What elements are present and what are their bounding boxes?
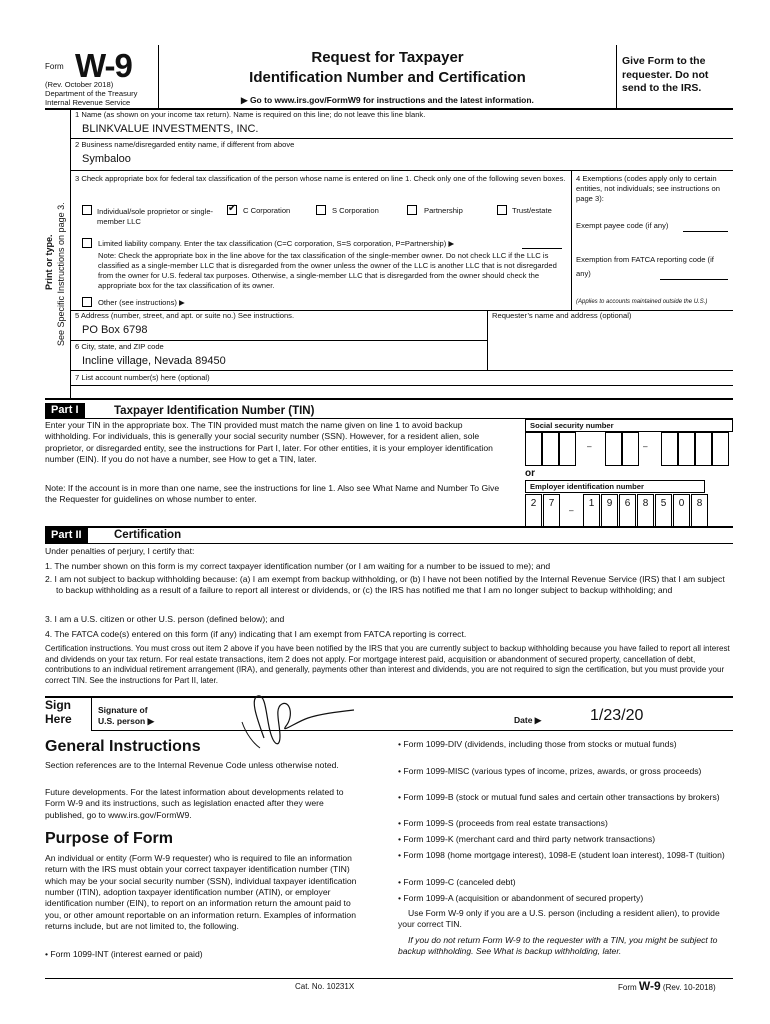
line6-city-field[interactable]: Incline village, Nevada 89450 [82,355,226,367]
revision: (Rev. October 2018) [45,80,114,89]
line2-label: 2 Business name/disregarded entity name, if different from above [75,140,295,149]
side-label-print: Print or type. [44,234,54,290]
divider [70,138,733,139]
footer-form-word: Form [618,983,637,992]
exempt-payee-label: Exempt payee code (if any) [576,221,669,230]
part1-title: Taxpayer Identification Number (TIN) [114,405,315,417]
give-form-note: Give Form to the requester. Do not send to the IRS. [622,55,709,95]
part2-tag: Part II [45,528,88,544]
goto-text: ▶ Go to www.irs.gov/FormW9 for instructions and the latest information. [241,95,534,105]
list-item: • Form 1099-S (proceeds from real estate transactions) [398,818,608,828]
ein-digit: 8 [637,494,654,528]
date-field[interactable]: 1/23/20 [590,707,644,724]
ein-digit: 2 [525,494,542,528]
title-line-2: Identification Number and Certification [249,68,526,86]
fatca-field[interactable] [660,279,728,280]
cert-item-4: 4. The FATCA code(s) entered on this form (if any) indicating that I am exempt from FATCA reporting is correct. [45,629,467,639]
ein-digit: 1 [583,494,600,528]
irs: Internal Revenue Service [45,98,131,108]
cert-item-3: 3. I am a U.S. citizen or other U.S. person (defined below); and [45,614,285,624]
s-corp-checkbox[interactable] [316,205,326,215]
date-label: Date ▶ [514,715,542,725]
divider [45,696,733,698]
department: Department of the Treasury [45,89,138,99]
form-word: Form [45,62,64,71]
part2-intro: Under penalties of perjury, I certify that: [45,546,195,556]
line2-business-field[interactable]: Symbaloo [82,153,131,165]
part1-body: Enter your TIN in the appropriate box. The TIN provided must match the name given on line 1 to avoid backup withholding. For individuals, this is generally your social security number (SSN). However, for a resident alien, sole proprietor, or disregarded entity, see the instructions for Part I, later. For other entities, it is your employer identification number (EIN). If you do not have a number, see How to get a TIN, later. [45,420,493,465]
part2-title: Certification [114,529,182,541]
divider [158,45,159,108]
or-label: or [525,468,535,479]
signature-mark[interactable] [236,686,366,756]
cert-item-1: 1. The number shown on this form is my correct taxpayer identification number (or I am waiting for a number to be issued to me); and [45,561,551,571]
ein-field[interactable]: 2 7 – 1 9 6 8 5 0 8 [525,494,715,528]
side-label-see: See Specific Instructions on page 3. [56,202,66,346]
title-line-1: Request for Taxpayer [311,49,464,66]
divider [70,170,733,171]
divider [571,170,572,310]
c-corp-checkbox[interactable] [227,205,237,215]
ssn-label: Social security number [525,419,733,432]
line1-label: 1 Name (as shown on your income tax return). Name is required on this line; do not leave this line blank. [75,110,426,119]
s-corp-label: S Corporation [332,206,379,215]
footer-w9: W-9 [638,979,661,993]
list-item: If you do not return Form W-9 to the requester with a TIN, you might be subject to backup withholding. See What is backup withholding, later. [398,935,718,957]
trust-label: Trust/estate [512,206,552,215]
line1-name-field[interactable]: BLINKVALUE INVESTMENTS, INC. [82,123,259,135]
divider [45,543,733,544]
ein-digit: 5 [655,494,672,528]
ein-digit: 8 [691,494,708,528]
divider [91,697,92,730]
cat-number: Cat. No. 10231X [295,982,355,991]
individual-checkbox[interactable] [82,205,92,215]
ein-label: Employer identification number [525,480,705,493]
c-corp-label: C Corporation [243,206,291,215]
ssn-field[interactable]: – – [525,432,733,466]
list-item: • Form 1099-C (canceled debt) [398,877,516,887]
divider [91,730,733,731]
part1-note: Note: If the account is in more than one name, see the instructions for line 1. Also see What Name and Number To Give the Requester for guidelines on whose number to enter. [45,483,500,505]
llc-label: Limited liability company. Enter the tax classification (C=C corporation, S=S corporation, P=Partnership) ▶ [98,239,455,248]
ein-digit: 9 [601,494,618,528]
list-item: • Form 1099-A (acquisition or abandonment of secured property) [398,893,644,903]
list-item: • Form 1099-DIV (dividends, including those from stocks or mutual funds) [398,739,677,749]
list-item: • Form 1099-MISC (various types of income, prizes, awards, or gross proceeds) [398,766,702,776]
line5-label: 5 Address (number, street, and apt. or suite no.) See instructions. [75,311,295,320]
list-item: Use Form W-9 only if you are a U.S. person (including a resident alien), to provide your correct TIN. [398,908,720,930]
divider [70,108,71,398]
divider [487,310,488,370]
purpose-heading: Purpose of Form [45,830,174,847]
list-item: • Form 1099-K (merchant card and third party network transactions) [398,834,656,844]
partnership-checkbox[interactable] [407,205,417,215]
signature-label: Signature of U.S. person ▶ [98,705,155,727]
footer-form-id [618,979,716,994]
sign-here: Sign Here [45,698,72,727]
other-label: Other (see instructions) ▶ [98,298,185,307]
divider [70,340,487,341]
fatca-applies: (Applies to accounts maintained outside the U.S.) [576,299,708,305]
revision-block [45,80,163,107]
general-p1: Section references are to the Internal Revenue Code unless otherwise noted. [45,760,339,770]
line4-label: 4 Exemptions (codes apply only to certain entities, not individuals; see instructions on page 3): [576,174,720,203]
form-title [160,48,615,87]
purpose-p4: • Form 1099-INT (interest earned or paid) [45,949,203,959]
divider [616,45,617,108]
cert-item-2: 2. I am not subject to backup withholding because: (a) I am exempt from backup withholding, or (b) I have not been notified by the Internal Revenue Service (IRS) that I am subject to backup withholding as a result of a failure to report all interest or dividends, or (c) the IRS has notified me that I am no longer subject to backup withholding; and [45,574,725,596]
requester-label: Requester’s name and address (optional) [492,311,632,320]
line7-label: 7 List account number(s) here (optional) [75,373,210,382]
llc-checkbox[interactable] [82,238,92,248]
exempt-payee-field[interactable] [683,231,728,232]
divider [45,398,733,400]
other-checkbox[interactable] [82,297,92,307]
partnership-label: Partnership [424,206,463,215]
llc-code-field[interactable] [522,248,562,249]
line3-label: 3 Check appropriate box for federal tax classification of the person whose name is entered on line 1. Check only one of the following seven boxes. [75,174,566,183]
form-number: W-9 [75,47,132,84]
list-item: • Form 1099-B (stock or mutual fund sales and certain other transactions by brokers) [398,792,720,802]
ein-digit: 6 [619,494,636,528]
line6-label: 6 City, state, and ZIP code [75,342,164,351]
fatca-label: Exemption from FATCA reporting code (if any) [576,255,714,279]
ein-digit: 7 [543,494,560,528]
llc-note: Note: Check the appropriate box in the line above for the tax classification of the single-member owner. Do not check LLC if the LLC is classified as a single-member LLC that is disregarded from the owner unless the owner of the LLC is another LLC that is not disregarded from the owner for U.S. federal tax purposes. Otherwise, a single-member LLC that is disregarded from the owner should check the appropriate box for the tax classification of its owner. [98,251,557,290]
cert-instructions: Certification instructions. You must cross out item 2 above if you have been notified by the IRS that you are currently subject to backup withholding because you have failed to report all interest and dividends on your tax return. For real estate transactions, item 2 does not apply. For mortgage interest paid, acquisition or abandonment of secured property, cancellation of debt, contributions to an individual retirement arrangement (IRA), and generally, payments other than interest and dividends, you are not required to sign the certification, but you must provide your correct TIN. See the instructions for Part II, later. [45,644,730,686]
general-p2: Future developments. For the latest information about developments related to Form W-9 and its instructions, such as legislation enacted after they were published, go to www.irs.gov/FormW9. [45,787,344,820]
footer-rev: (Rev. 10-2018) [662,983,716,992]
list-item: • Form 1098 (home mortgage interest), 1098-E (student loan interest), 1098-T (tuition) [398,850,725,860]
divider [70,370,733,371]
line5-address-field[interactable]: PO Box 6798 [82,324,148,336]
general-instructions-heading: General Instructions [45,738,201,755]
trust-checkbox[interactable] [497,205,507,215]
individual-label: Individual/sole proprietor or single-member LLC [97,207,214,226]
purpose-p3: An individual or entity (Form W-9 requester) who is required to file an information return with the IRS must obtain your correct taxpayer identification number (TIN) which may be your social security number (SSN), individual taxpayer identification number (ITIN), adoption taxpayer identification number (ATIN), or employer identification number (EIN), to report on an information return the amount paid to you, or other amount reportable on an information return. Examples of information returns include, but are not limited to, the following. [45,853,357,932]
part1-tag: Part I [45,403,85,419]
line7-account-field[interactable] [70,385,733,386]
ein-digit: 0 [673,494,690,528]
